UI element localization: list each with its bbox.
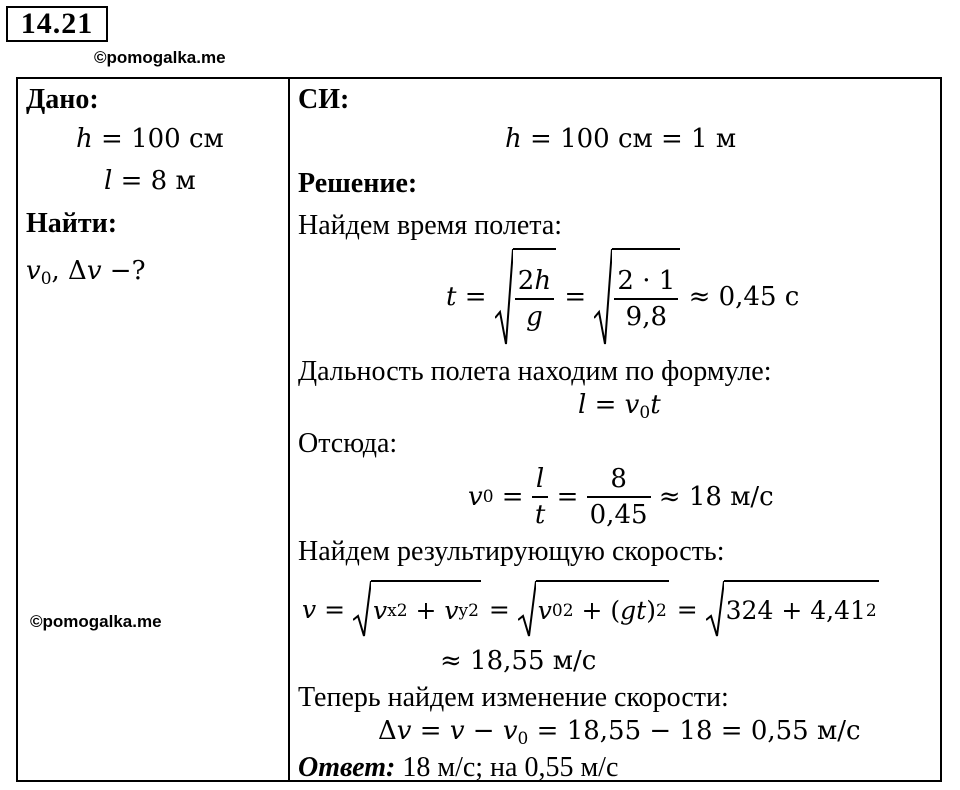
- answer-label: Ответ:: [298, 752, 396, 783]
- si-heading: СИ:: [298, 84, 350, 115]
- given-l: l = 8 м: [104, 166, 196, 196]
- dv-formula: $\Delta v = v - v_0 = 18,55 - 18 = 0,55$ м/с: [378, 716, 861, 749]
- given-h: h = 100 см: [76, 124, 224, 154]
- v0-result: ≈ 18 м/с: [658, 482, 774, 512]
- v-formula: v = v x 2 + v y 2 = v 0 2 + ( gt ) 2 = 324 + 4,41 2: [302, 580, 879, 638]
- t-formula: t = $\frac{2h}{g}$ = $\frac{2 \cdot 1}{9,8}$ ≈ 0,45 с: [446, 248, 799, 346]
- table-divider: [288, 77, 290, 782]
- answer-line: [298, 752, 618, 784]
- range-formula: $l = v_0t$: [578, 390, 661, 423]
- answer-text: 18 м/с; на 0,55 м/с: [402, 752, 619, 783]
- step5-text: Теперь найдем изменение скорости:: [298, 682, 729, 713]
- given-heading: Дано:: [26, 84, 99, 115]
- v-result: ≈ 18,55 м/с: [440, 646, 597, 676]
- step3-text: Отсюда:: [298, 428, 398, 459]
- step2-text: Дальность полета находим по формуле:: [298, 356, 772, 387]
- problem-number: 14.21: [6, 6, 108, 42]
- watermark-top: ©pomogalka.me: [94, 48, 226, 67]
- step4-text: Найдем результирующую скорость:: [298, 536, 725, 567]
- step1-text: Найдем время полета:: [298, 210, 563, 241]
- watermark-left: ©pomogalka.me: [30, 612, 162, 631]
- find-heading: Найти:: [26, 208, 118, 239]
- t-result: ≈ 0,45 с: [688, 282, 800, 312]
- v0-formula: v 0 = $\frac{l}{t}$ = $\frac{8}{0,45}$ ≈ 18 м/с: [468, 464, 774, 530]
- find-values: $v_0$, Δv −?: [26, 256, 146, 289]
- si-conversion: h = 100 см = 1 м: [505, 124, 737, 154]
- solution-heading: Решение:: [298, 168, 418, 199]
